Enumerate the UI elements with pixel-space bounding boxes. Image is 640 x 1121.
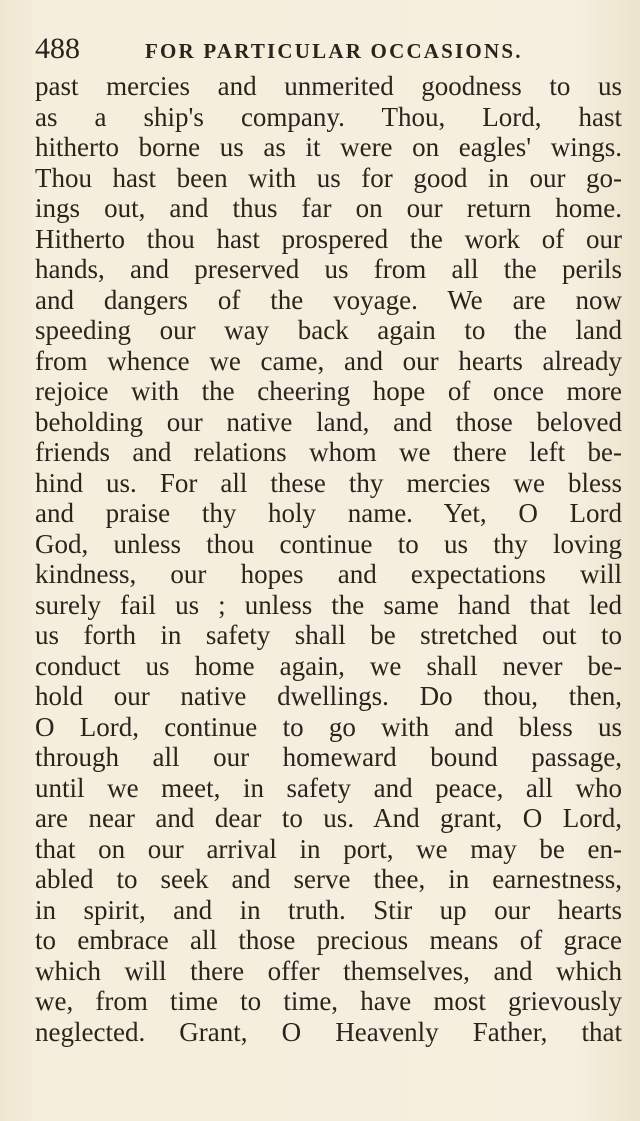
prayer-text <box>35 71 622 1047</box>
text-line: hold our native dwellings. Do thou, then, <box>35 681 622 711</box>
text-line: Hitherto thou hast prospered the work of our <box>35 223 622 254</box>
text-line: beholding our native land, and those beloved <box>35 406 622 437</box>
text-line: us forth in safety shall be stretched out to <box>35 620 622 650</box>
text-line: and praise thy holy name. Yet, O Lord <box>35 498 622 528</box>
text-line: ings out, and thus far on our return home. <box>35 193 622 223</box>
text-line: hands, and preserved us from all the perils <box>35 254 622 284</box>
text-line: to embrace all those precious means of grace <box>35 925 622 955</box>
text-line: abled to seek and serve thee, in earnestness, <box>35 864 622 894</box>
page-number: 488 <box>35 32 80 65</box>
text-line: which will there offer themselves, and which <box>35 955 622 986</box>
text-line: are near and dear to us. And grant, O Lord, <box>35 803 622 833</box>
text-line: kindness, our hopes and expectations will <box>35 559 622 589</box>
text-line: we, from time to time, have most grievously <box>35 986 622 1016</box>
text-line: God, unless thou continue to us thy loving <box>35 528 622 559</box>
text-line: from whence we came, and our hearts already <box>35 345 622 376</box>
text-line: through all our homeward bound passage, <box>35 742 622 772</box>
text-line: speeding our way back again to the land <box>35 315 622 345</box>
text-line: in spirit, and in truth. Stir up our hearts <box>35 894 622 925</box>
text-line: rejoice with the cheering hope of once more <box>35 376 622 406</box>
text-line: until we meet, in safety and peace, all who <box>35 772 622 803</box>
text-line: surely fail us ; unless the same hand that led <box>35 589 622 620</box>
text-line: and dangers of the voyage. We are now <box>35 284 622 315</box>
text-line: hitherto borne us as it were on eagles' wings. <box>35 132 622 162</box>
running-title: FOR PARTICULAR OCCASIONS. <box>145 39 523 63</box>
page-header <box>35 30 625 70</box>
text-line: as a ship's company. Thou, Lord, hast <box>35 101 622 132</box>
text-line: conduct us home again, we shall never be- <box>35 650 622 681</box>
text-line: that on our arrival in port, we may be en- <box>35 833 622 864</box>
text-line: Thou hast been with us for good in our go- <box>35 162 622 193</box>
text-line: hind us. For all these thy mercies we bless <box>35 467 622 498</box>
text-line: past mercies and unmerited goodness to us <box>35 71 622 101</box>
text-line: friends and relations whom we there left be- <box>35 437 622 467</box>
text-line: O Lord, continue to go with and bless us <box>35 711 622 742</box>
text-line: neglected. Grant, O Heavenly Father, that <box>35 1016 622 1047</box>
